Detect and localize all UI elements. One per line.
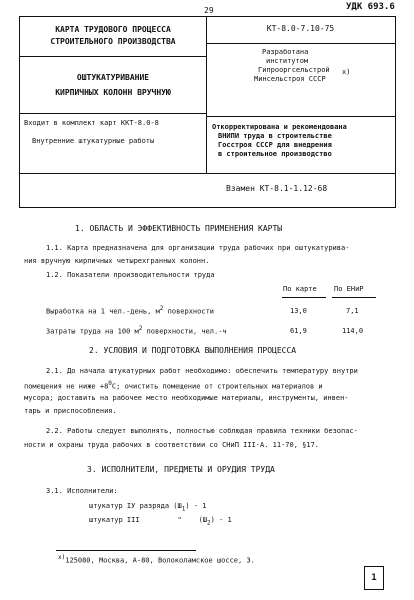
page-number-bottom: 1 (371, 573, 377, 583)
corrected-line4: в строительное производство (218, 150, 332, 158)
section2-p22-line2: ности и охраны труда рабочих в соответствии со СНиП III-А. 11-70, §17. (24, 441, 320, 449)
row-output-enir: 7,1 (346, 307, 359, 315)
section1-p11-line1: 1.1. Карта предназначена для организации труда рабочих при оштукатурива- (46, 244, 350, 252)
corrected-line3: Госстроя СССР для внедрения (218, 141, 332, 149)
corrected-line2: ВНИПИ труда в строительстве (218, 132, 332, 140)
row-output: Выработка на 1 чел.-день, $м^2$ поверхности (46, 305, 214, 316)
developed-line4: Минсельстроя СССР (254, 75, 326, 83)
worker-row-2: штукатур III " $(Ш_2) - 1$ (89, 516, 232, 527)
udk-code: УДК 693.6 (346, 2, 395, 12)
footnote-rule (56, 550, 196, 551)
worker-row-1: штукатур IУ разряда $(Ш_1) - 1$ (89, 502, 207, 513)
section1-p12: 1.2. Показатели производительности труда (46, 271, 215, 279)
section2-p21-line1: 2.1. До начала штукатурных работ необходимо: обеспечить температуру внутри (46, 367, 358, 375)
section3-p31: 3.1. Исполнители: (46, 487, 118, 495)
section2-p22-line1: 2.2. Работы следует выполнять, полностью соблюдая правила техники безопас- (46, 427, 358, 435)
replaces-line: Взамен КТ-8.1-1.12-68 (226, 184, 328, 193)
developed-line1: Разработана (262, 48, 309, 56)
subject-line1: ОШТУКАТУРИВАНИЕ (76, 73, 150, 82)
col-header-card: По карте (283, 285, 317, 293)
subject-line2: КИРПИЧНЫХ КОЛОНН ВРУЧНУЮ (55, 88, 171, 97)
section3-heading: 3. ИСПОЛНИТЕЛИ, ПРЕДМЕТЫ И ОРУДИЯ ТРУДА (87, 465, 275, 474)
row-labor-card: 61,9 (290, 327, 307, 335)
col-header-enir: По ЕНиР (334, 285, 364, 293)
section2-p21-line3: мусора; доставить на рабочее место необходимые материалы, инструменты, инвен- (24, 394, 349, 402)
developed-line2: институтом (266, 57, 309, 65)
card-title-line2: СТРОИТЕЛЬНОГО ПРОИЗВОДСТВА (50, 37, 176, 46)
section2-heading: 2. УСЛОВИЯ И ПОДГОТОВКА ВЫПОЛНЕНИЯ ПРОЦЕССА (89, 346, 297, 355)
row-output-card: 13,0 (290, 307, 307, 315)
page-number-top: 29 (204, 6, 214, 15)
card-title-line1: КАРТА ТРУДОВОГО ПРОЦЕССА (55, 25, 171, 34)
card-code: КТ-8.0-7.10-75 (266, 24, 335, 33)
section2-p21-line4: тарь и приспособления. (24, 407, 117, 415)
developed-line3: Гипрооргсельстрой (258, 66, 330, 74)
developed-footnote-mark: x) (342, 68, 351, 76)
kit-subtitle: Внутренние штукатурные работы (32, 137, 155, 145)
section1-heading: 1. ОБЛАСТЬ И ЭФФЕКТИВНОСТЬ ПРИМЕНЕНИЯ КАРТЫ (75, 224, 283, 233)
section1-p11-line2: ния вручную кирпичных четырехгранных колонн. (24, 257, 210, 265)
kit-line: Входит в комплект карт ККТ-8.0-8 (24, 119, 159, 127)
row-labor: Затраты труда на 100 $м^2$ поверхности, чел.-ч (46, 325, 227, 336)
section2-p21-line2: помещения не ниже $+8^0С$; очистить помещение от строительных материалов и (24, 380, 323, 391)
row-labor-enir: 114,0 (342, 327, 364, 335)
corrected-line1: Откорректирована и рекомендована (212, 123, 347, 131)
footnote: $^{x)}$125080, Москва, А-80, Волоколамское шоссе, 3. (58, 554, 255, 565)
